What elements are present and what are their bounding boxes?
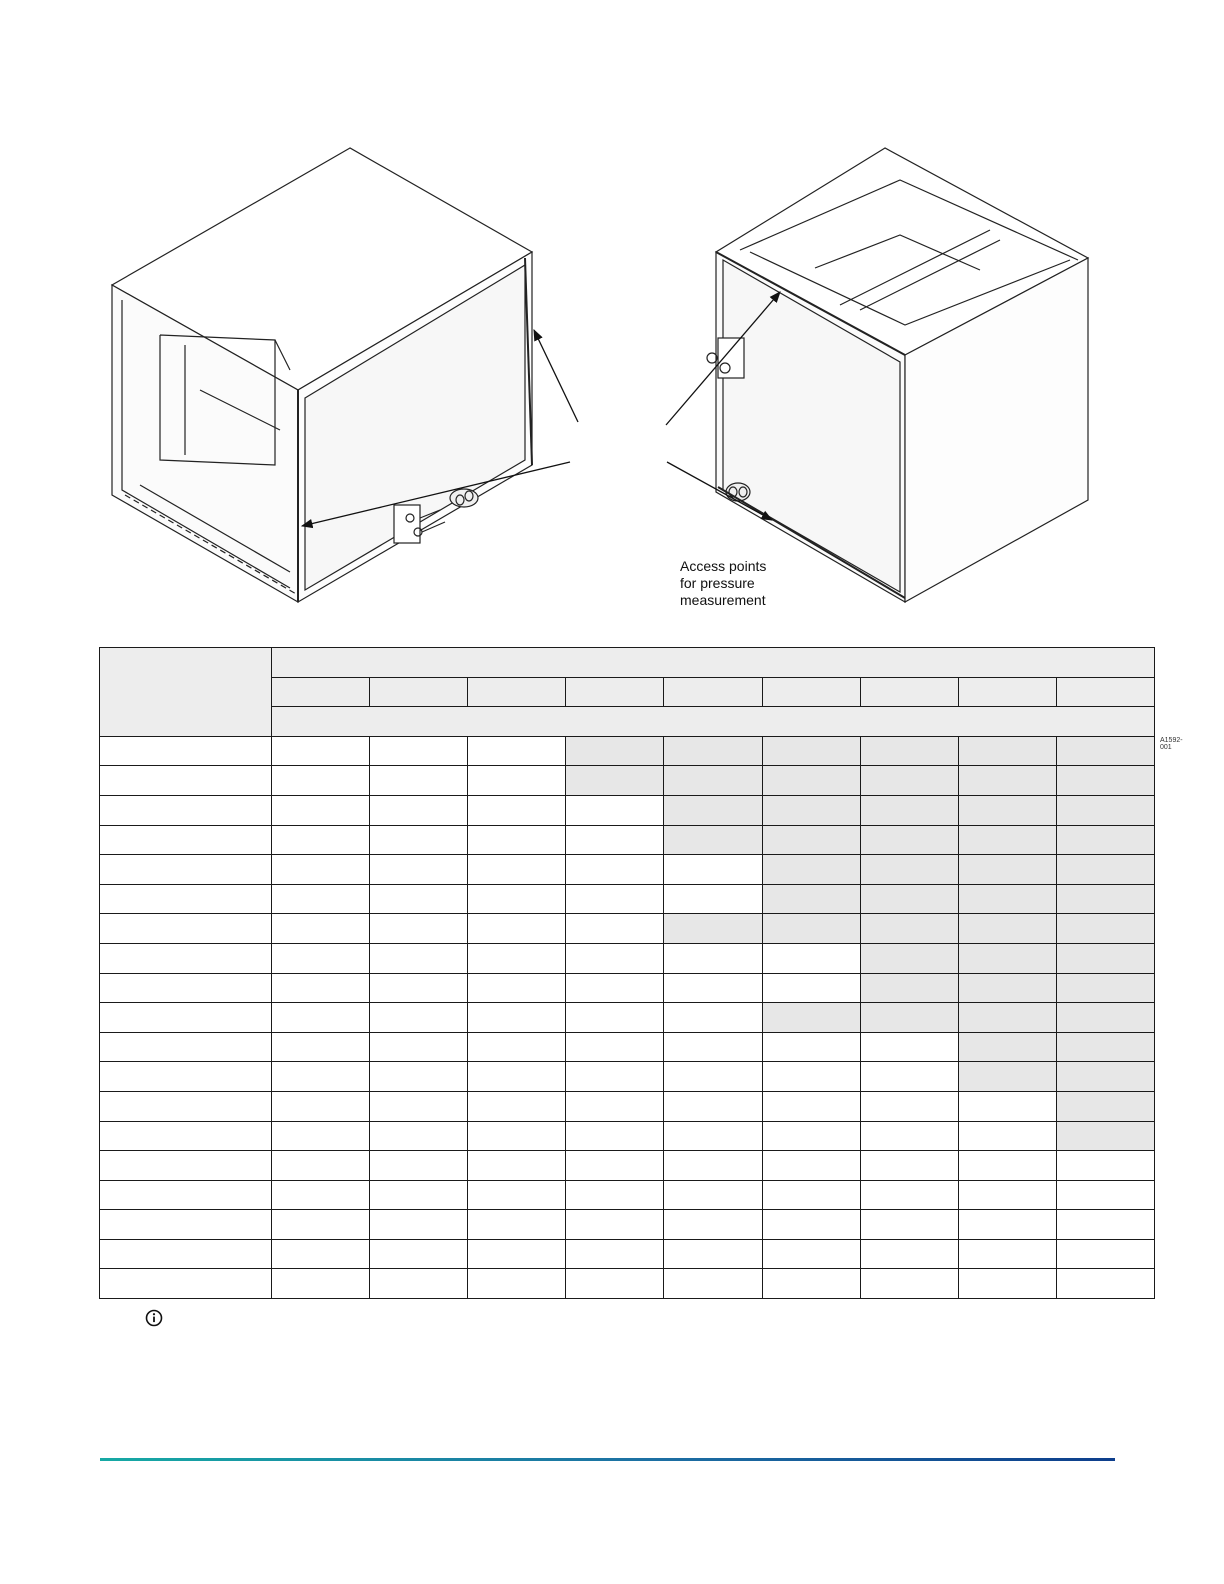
table-cell bbox=[468, 1032, 566, 1062]
table-cell bbox=[272, 736, 370, 766]
table-cell bbox=[272, 1032, 370, 1062]
table-cell bbox=[1056, 1210, 1154, 1240]
table-cell bbox=[958, 1210, 1056, 1240]
table-cell bbox=[958, 914, 1056, 944]
table-cell bbox=[566, 973, 664, 1003]
table-cell bbox=[566, 795, 664, 825]
table-cell bbox=[762, 973, 860, 1003]
table-cell bbox=[468, 973, 566, 1003]
table-cell bbox=[664, 736, 762, 766]
table-cell bbox=[664, 1151, 762, 1181]
table-cell bbox=[566, 1032, 664, 1062]
table-cell bbox=[958, 795, 1056, 825]
table-cell bbox=[566, 825, 664, 855]
row-label-cell bbox=[100, 1210, 272, 1240]
table-cell bbox=[762, 1210, 860, 1240]
header-row bbox=[100, 648, 1155, 678]
table-cell bbox=[664, 973, 762, 1003]
table-cell bbox=[664, 1121, 762, 1151]
table-row bbox=[100, 1091, 1155, 1121]
table-cell bbox=[272, 1210, 370, 1240]
header-cell bbox=[1056, 677, 1154, 707]
table-row bbox=[100, 855, 1155, 885]
table-cell bbox=[762, 1151, 860, 1181]
row-label-cell bbox=[100, 884, 272, 914]
table-cell bbox=[272, 943, 370, 973]
table-cell bbox=[860, 795, 958, 825]
table-cell bbox=[762, 825, 860, 855]
table-cell bbox=[566, 943, 664, 973]
table-cell bbox=[370, 1180, 468, 1210]
table-cell bbox=[958, 766, 1056, 796]
row-label-cell bbox=[100, 1269, 272, 1299]
table-cell bbox=[468, 1239, 566, 1269]
footer-rule bbox=[100, 1458, 1115, 1461]
table-cell bbox=[468, 855, 566, 885]
table-row bbox=[100, 1269, 1155, 1299]
table-cell bbox=[272, 1121, 370, 1151]
table-cell bbox=[468, 766, 566, 796]
row-label-cell bbox=[100, 1062, 272, 1092]
header-cell bbox=[468, 677, 566, 707]
table-cell bbox=[664, 1091, 762, 1121]
table-cell bbox=[958, 943, 1056, 973]
header-units-cell bbox=[272, 707, 1155, 737]
table-cell bbox=[664, 1269, 762, 1299]
table-cell bbox=[958, 884, 1056, 914]
table-cell bbox=[664, 1062, 762, 1092]
table-cell bbox=[958, 825, 1056, 855]
table-row bbox=[100, 795, 1155, 825]
table-row bbox=[100, 943, 1155, 973]
table-cell bbox=[566, 1210, 664, 1240]
table-cell bbox=[272, 825, 370, 855]
table-cell bbox=[958, 1062, 1056, 1092]
table-cell bbox=[1056, 973, 1154, 1003]
table-cell bbox=[272, 1003, 370, 1033]
table-cell bbox=[370, 1121, 468, 1151]
table-cell bbox=[958, 1269, 1056, 1299]
table-cell bbox=[860, 736, 958, 766]
table-cell bbox=[860, 766, 958, 796]
product-illustration bbox=[100, 140, 1183, 751]
row-label-cell bbox=[100, 766, 272, 796]
table-cell bbox=[272, 1151, 370, 1181]
table-cell bbox=[860, 973, 958, 1003]
table-cell bbox=[1056, 1121, 1154, 1151]
table-cell bbox=[958, 973, 1056, 1003]
table-body bbox=[100, 736, 1155, 1298]
row-label-cell bbox=[100, 1003, 272, 1033]
table-cell bbox=[468, 736, 566, 766]
table-row bbox=[100, 914, 1155, 944]
table-cell bbox=[860, 1032, 958, 1062]
table-cell bbox=[566, 1151, 664, 1181]
table-cell bbox=[860, 943, 958, 973]
table-row bbox=[100, 1239, 1155, 1269]
row-label-cell bbox=[100, 1032, 272, 1062]
table-cell bbox=[566, 1269, 664, 1299]
table-cell bbox=[272, 884, 370, 914]
table-cell bbox=[1056, 914, 1154, 944]
table-cell bbox=[762, 1003, 860, 1033]
header-cell bbox=[272, 677, 370, 707]
table-cell bbox=[860, 1003, 958, 1033]
table-cell bbox=[468, 914, 566, 944]
table-cell bbox=[1056, 1091, 1154, 1121]
row-label-cell bbox=[100, 1091, 272, 1121]
table-cell bbox=[1056, 855, 1154, 885]
table-cell bbox=[1056, 1180, 1154, 1210]
row-label-cell bbox=[100, 855, 272, 885]
table-cell bbox=[958, 1091, 1056, 1121]
table-cell bbox=[664, 1239, 762, 1269]
table-cell bbox=[1056, 1239, 1154, 1269]
row-label-cell bbox=[100, 914, 272, 944]
table-cell bbox=[762, 855, 860, 885]
table-cell bbox=[370, 825, 468, 855]
air-handler-drawing bbox=[100, 140, 1120, 620]
table-cell bbox=[272, 1180, 370, 1210]
table-row bbox=[100, 766, 1155, 796]
table-cell bbox=[860, 1091, 958, 1121]
table-cell bbox=[958, 736, 1056, 766]
table-cell bbox=[370, 1091, 468, 1121]
table-row bbox=[100, 1062, 1155, 1092]
table-cell bbox=[762, 1121, 860, 1151]
pressure-table bbox=[99, 647, 1155, 1299]
row-label-cell bbox=[100, 825, 272, 855]
header-cell bbox=[664, 677, 762, 707]
table-cell bbox=[664, 1032, 762, 1062]
table-cell bbox=[468, 1180, 566, 1210]
row-label-cell bbox=[100, 1239, 272, 1269]
table-row bbox=[100, 1151, 1155, 1181]
table-cell bbox=[664, 855, 762, 885]
table-cell bbox=[762, 943, 860, 973]
table-cell bbox=[566, 1239, 664, 1269]
table-cell bbox=[860, 1180, 958, 1210]
table-cell bbox=[468, 1210, 566, 1240]
table-cell bbox=[370, 884, 468, 914]
table-cell bbox=[272, 973, 370, 1003]
table-cell bbox=[958, 1032, 1056, 1062]
table-cell bbox=[762, 795, 860, 825]
table-cell bbox=[370, 1003, 468, 1033]
row-label-cell bbox=[100, 1121, 272, 1151]
table-cell bbox=[370, 1062, 468, 1092]
table-cell bbox=[958, 1121, 1056, 1151]
table-cell bbox=[1056, 1269, 1154, 1299]
table-cell bbox=[370, 736, 468, 766]
table-cell bbox=[762, 1091, 860, 1121]
table-cell bbox=[370, 1239, 468, 1269]
table-cell bbox=[1056, 1032, 1154, 1062]
info-icon bbox=[145, 1309, 163, 1327]
table-cell bbox=[860, 1269, 958, 1299]
table-cell bbox=[566, 1003, 664, 1033]
table-row bbox=[100, 1210, 1155, 1240]
table-cell bbox=[860, 1062, 958, 1092]
table-row bbox=[100, 1180, 1155, 1210]
table-cell bbox=[370, 1210, 468, 1240]
table-cell bbox=[958, 1239, 1056, 1269]
table-cell bbox=[958, 855, 1056, 885]
table-cell bbox=[1056, 1151, 1154, 1181]
figure-id: A1592-001 bbox=[1160, 737, 1183, 751]
table-cell bbox=[566, 884, 664, 914]
table-cell bbox=[566, 1180, 664, 1210]
table-cell bbox=[958, 1151, 1056, 1181]
table-cell bbox=[566, 1091, 664, 1121]
table-cell bbox=[1056, 766, 1154, 796]
table-cell bbox=[370, 1151, 468, 1181]
table-cell bbox=[762, 1180, 860, 1210]
table-cell bbox=[272, 1239, 370, 1269]
table-cell bbox=[762, 766, 860, 796]
table-cell bbox=[762, 1062, 860, 1092]
table-cell bbox=[272, 1062, 370, 1092]
table-cell bbox=[272, 1269, 370, 1299]
table-cell bbox=[860, 1239, 958, 1269]
table-cell bbox=[566, 1121, 664, 1151]
table-cell bbox=[370, 766, 468, 796]
table-row bbox=[100, 884, 1155, 914]
table-cell bbox=[468, 1121, 566, 1151]
table-cell bbox=[1056, 884, 1154, 914]
header-cell bbox=[762, 677, 860, 707]
table-cell bbox=[468, 1091, 566, 1121]
table-cell bbox=[1056, 943, 1154, 973]
table-cell bbox=[272, 855, 370, 885]
table-cell bbox=[664, 766, 762, 796]
table-cell bbox=[762, 736, 860, 766]
table-cell bbox=[860, 1151, 958, 1181]
header-group-cell bbox=[272, 648, 1155, 678]
table-cell bbox=[468, 943, 566, 973]
table-cell bbox=[1056, 736, 1154, 766]
table-cell bbox=[664, 825, 762, 855]
table-cell bbox=[566, 1062, 664, 1092]
table-row bbox=[100, 825, 1155, 855]
row-label-cell bbox=[100, 736, 272, 766]
pressure-access-callout: Access points for pressure measurement bbox=[680, 558, 767, 608]
header-cell bbox=[370, 677, 468, 707]
table-cell bbox=[762, 914, 860, 944]
left-unit-drawing bbox=[112, 148, 532, 602]
table-cell bbox=[272, 914, 370, 944]
table-cell bbox=[1056, 1003, 1154, 1033]
right-unit-drawing bbox=[707, 140, 1088, 602]
table-cell bbox=[664, 1210, 762, 1240]
row-label-cell bbox=[100, 973, 272, 1003]
table-cell bbox=[468, 1269, 566, 1299]
table-cell bbox=[566, 766, 664, 796]
table-cell bbox=[762, 1032, 860, 1062]
header-corner-cell bbox=[100, 648, 272, 737]
row-label-cell bbox=[100, 1151, 272, 1181]
table-cell bbox=[468, 1062, 566, 1092]
table-cell bbox=[468, 884, 566, 914]
table-cell bbox=[664, 1003, 762, 1033]
table-cell bbox=[860, 884, 958, 914]
table-cell bbox=[664, 884, 762, 914]
table-row bbox=[100, 736, 1155, 766]
table-cell bbox=[370, 973, 468, 1003]
row-label-cell bbox=[100, 943, 272, 973]
table-row bbox=[100, 973, 1155, 1003]
table-cell bbox=[958, 1003, 1056, 1033]
table-cell bbox=[860, 825, 958, 855]
table-cell bbox=[370, 943, 468, 973]
table-cell bbox=[370, 855, 468, 885]
table-cell bbox=[272, 1091, 370, 1121]
header-cell bbox=[958, 677, 1056, 707]
table-cell bbox=[566, 855, 664, 885]
table-cell bbox=[860, 914, 958, 944]
table-cell bbox=[468, 1151, 566, 1181]
table-cell bbox=[370, 1032, 468, 1062]
table-cell bbox=[860, 1121, 958, 1151]
table-cell bbox=[762, 1239, 860, 1269]
table-cell bbox=[1056, 795, 1154, 825]
header-cell bbox=[566, 677, 664, 707]
header-cell bbox=[860, 677, 958, 707]
row-label-cell bbox=[100, 795, 272, 825]
table-cell bbox=[468, 1003, 566, 1033]
table-cell bbox=[566, 736, 664, 766]
table-row bbox=[100, 1121, 1155, 1151]
table-cell bbox=[664, 943, 762, 973]
table-cell bbox=[272, 766, 370, 796]
table-cell bbox=[468, 825, 566, 855]
table-cell bbox=[762, 884, 860, 914]
table-cell bbox=[566, 914, 664, 944]
row-label-cell bbox=[100, 1180, 272, 1210]
table-cell bbox=[664, 914, 762, 944]
table-cell bbox=[860, 1210, 958, 1240]
table-cell bbox=[762, 1269, 860, 1299]
table-cell bbox=[272, 795, 370, 825]
table-cell bbox=[664, 795, 762, 825]
table-cell bbox=[1056, 1062, 1154, 1092]
table-cell bbox=[958, 1180, 1056, 1210]
table-header bbox=[100, 648, 1155, 737]
table-cell bbox=[370, 1269, 468, 1299]
table-row bbox=[100, 1003, 1155, 1033]
table-cell bbox=[370, 914, 468, 944]
table-cell bbox=[370, 795, 468, 825]
table-cell bbox=[1056, 825, 1154, 855]
table-row bbox=[100, 1032, 1155, 1062]
table-cell bbox=[860, 855, 958, 885]
table-cell bbox=[664, 1180, 762, 1210]
table-cell bbox=[468, 795, 566, 825]
